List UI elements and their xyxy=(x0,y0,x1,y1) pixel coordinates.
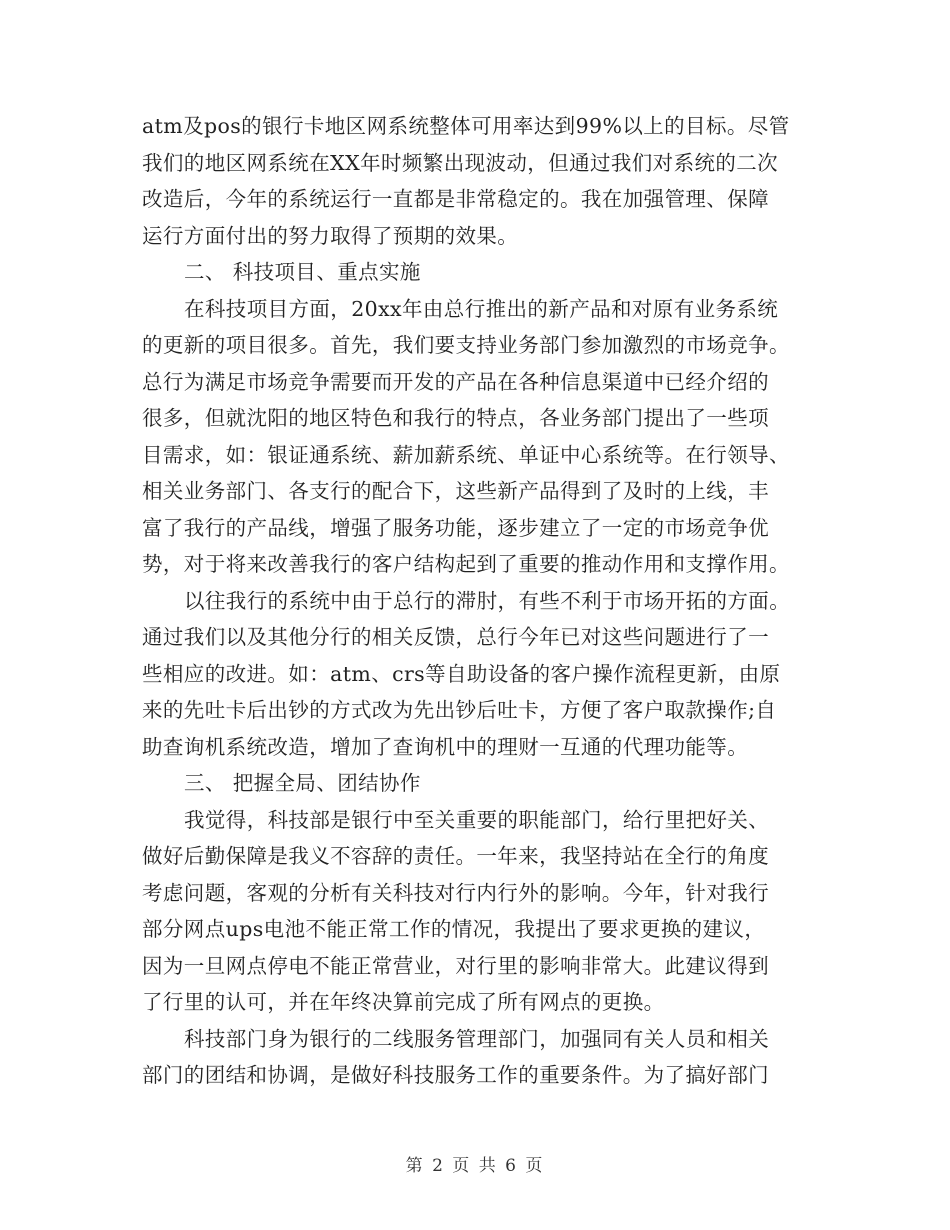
text-line-1: atm及pos的银行卡地区网系统整体可用率达到99%以上的目标。尽管 xyxy=(142,114,790,138)
section-heading-3: 三、 把握全局、团结协作 xyxy=(184,771,421,795)
text-line-21: 做好后勤保障是我义不容辞的责任。一年来，我坚持站在全行的角度 xyxy=(142,844,769,868)
text-line-23: 部分网点ups电池不能正常工作的情况，我提出了要求更换的建议， xyxy=(142,917,766,941)
page-number-footer: 第 2 页 共 6 页 xyxy=(405,1156,545,1176)
section-heading-2: 二、 科技项目、重点实施 xyxy=(184,260,421,284)
text-line-16: 些相应的改进。如：atm、crs等自助设备的客户操作流程更新，由原 xyxy=(142,661,781,686)
text-line-3: 改造后，今年的系统运行一直都是非常稳定的。我在加强管理、保障 xyxy=(142,187,769,211)
text-line-7: 的更新的项目很多。首先，我们要支持业务部门参加激烈的市场竞争。 xyxy=(142,333,790,357)
text-line-12: 富了我行的产品线，增强了服务功能，逐步建立了一定的市场竞争优 xyxy=(142,515,769,540)
text-line-9: 很多，但就沈阳的地区特色和我行的特点，各业务部门提出了一些项 xyxy=(142,406,769,430)
text-line-20: 我觉得，科技部是银行中至关重要的职能部门，给行里把好关、 xyxy=(184,807,770,832)
text-line-4: 运行方面付出的努力取得了预期的效果。 xyxy=(142,223,519,248)
text-line-15: 通过我们以及其他分行的相关反馈，总行今年已对这些问题进行了一 xyxy=(142,625,769,649)
document-body xyxy=(142,108,808,1094)
text-line-8: 总行为满足市场竞争需要而开发的产品在各种信息渠道中已经介绍的 xyxy=(142,369,769,394)
text-line-27: 部门的团结和协调，是做好科技服务工作的重要条件。为了搞好部门 xyxy=(142,1063,769,1087)
text-line-25: 了行里的认可，并在年终决算前完成了所有网点的更换。 xyxy=(142,990,665,1014)
text-line-17: 来的先吐卡后出钞的方式改为先出钞后吐卡，方便了客户取款操作;自 xyxy=(142,698,777,722)
text-line-2: 我们的地区网系统在XX年时频繁出现波动，但通过我们对系统的二次 xyxy=(142,150,779,175)
text-line-13: 势，对于将来改善我行的客户结构起到了重要的推动作用和支撑作用。 xyxy=(142,552,790,576)
text-line-18: 助查询机系统改造，增加了查询机中的理财一互通的代理功能等。 xyxy=(142,734,749,759)
text-line-14: 以往我行的系统中由于总行的滞肘，有些不利于市场开拓的方面。 xyxy=(184,588,791,613)
text-line-6: 在科技项目方面，20xx年由总行推出的新产品和对原有业务系统 xyxy=(184,296,779,321)
text-line-22: 考虑问题，客观的分析有关科技对行内行外的影响。今年，针对我行 xyxy=(142,880,769,905)
text-line-11: 相关业务部门、各支行的配合下，这些新产品得到了及时的上线，丰 xyxy=(142,479,769,503)
text-line-24: 因为一旦网点停电不能正常营业，对行里的影响非常大。此建议得到 xyxy=(142,953,769,978)
text-line-10: 目需求，如：银证通系统、薪加薪系统、单证中心系统等。在行领导、 xyxy=(142,442,790,467)
text-line-26: 科技部门身为银行的二线服务管理部门，加强同有关人员和相关 xyxy=(184,1026,770,1051)
